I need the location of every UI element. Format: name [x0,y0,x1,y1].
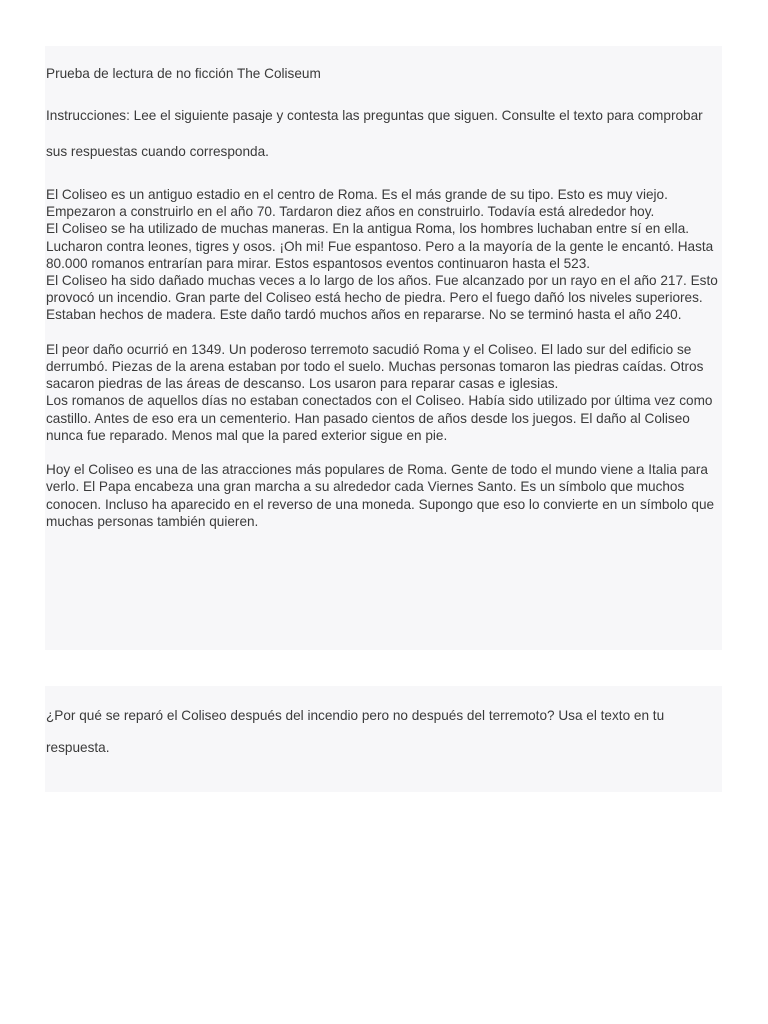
passage-paragraph-5: Los romanos de aquellos días no estaban conectados con el Coliseo. Había sido utilizado por última vez como castillo. Antes de eso era un cementerio. Han pasado cientos de años desde los juegos. El daño al Coliseo nunca fue reparado. Menos mal que la pared exterior sigue en pie. [46,393,713,443]
page-title: Prueba de lectura de no ficción The Coliseum [46,66,321,81]
passage-body [46,186,720,530]
passage-paragraph-2: El Coliseo se ha utilizado de muchas maneras. En la antigua Roma, los hombres luchaban entre sí en ella. Lucharon contra leones, tigres y osos. ¡Oh mi! Fue espantoso. Pero a la mayoría de la gente le encantó. Hasta 80.000 romanos entrarían para mirar. Estos espantosos eventos continuaron hasta el 523. [46,221,714,271]
passage-paragraph-4: El peor daño ocurrió en 1349. Un poderoso terremoto sacudió Roma y el Coliseo. El lado sur del edificio se derrumbó. Piezas de la arena estaban por todo el suelo. Muchas personas tomaron las piedras caídas. Otros sacaron piedras de las áreas de descanso. Los usaron para reparar casas e iglesias. [46,341,704,392]
question-text: ¿Por qué se reparó el Coliseo después del incendio pero no después del terremoto? Usa el texto en tu respuesta. [46,708,665,755]
passage-paragraph-1: El Coliseo es un antiguo estadio en el centro de Roma. Es el más grande de su tipo. Esto es muy viejo. Empezaron a construirlo en el año 70. Tardaron diez años en construirlo. Todavía está alrededor hoy. [46,187,668,220]
question-card [45,686,722,792]
passage-paragraph-6: Hoy el Coliseo es una de las atracciones más populares de Roma. Gente de todo el mundo viene a Italia para verlo. El Papa encabeza una gran marcha a su alrededor cada Viernes Santo. Es un símbolo que muchos conocen. Incluso ha aparecido en el reverso de una moneda. Supongo que eso lo convierte en un símbolo que muchas personas también quieren. [46,462,715,529]
instructions-text: Instrucciones: Lee el siguiente pasaje y contesta las preguntas que siguen. Consulte el texto para comprobar sus respuestas cuando corresponda. [46,108,703,159]
passage-card [45,46,722,650]
passage-paragraph-3: El Coliseo ha sido dañado muchas veces a lo largo de los años. Fue alcanzado por un rayo en el año 217. Esto provocó un incendio. Gran parte del Coliseo está hecho de piedra. Pero el fuego dañó los niveles superiores. Estaban hechos de madera. Este daño tardó muchos años en repararse. No se terminó hasta el año 240. [46,273,718,323]
